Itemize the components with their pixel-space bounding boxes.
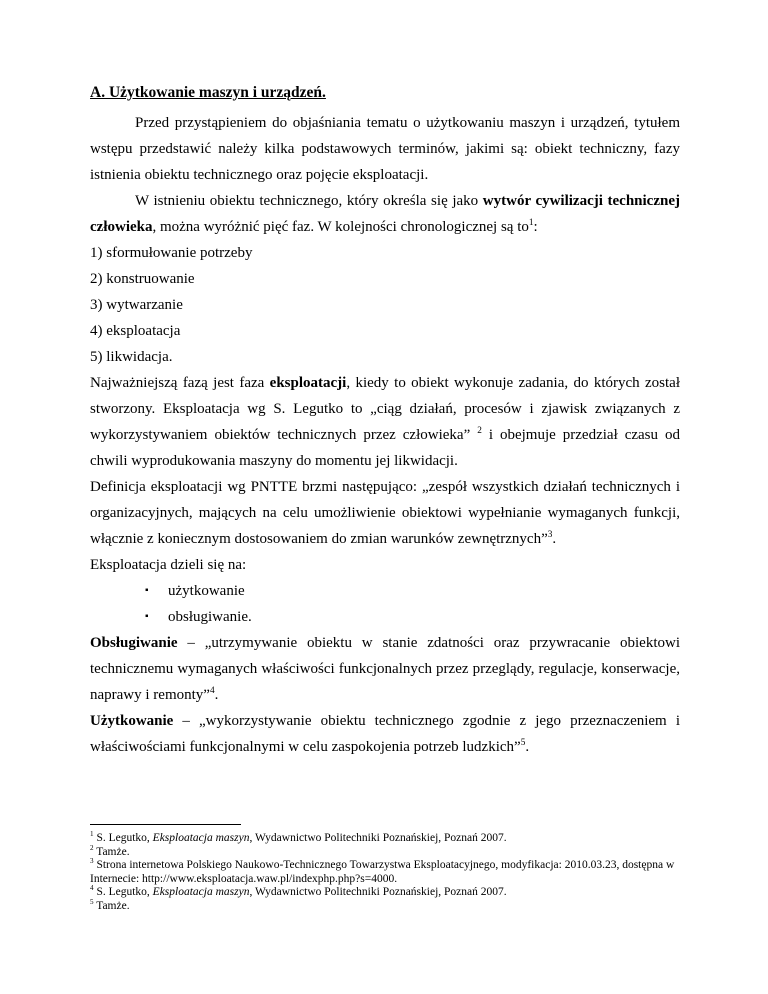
- text-run: 1) sformułowanie potrzeby: [90, 245, 253, 261]
- superscript-ref: 5: [90, 898, 94, 907]
- bullet-square-icon: ▪: [145, 585, 149, 596]
- text-run: Tamże.: [93, 845, 130, 858]
- text-run: Definicja eksploatacji wg PNTTE brzmi następująco: „zespół wszystkich działań technicznych i organizacyjnych, mających na celu umożliwienie obiektowi wypełnianie wymaganych funkcji, włącznie z koniecznym dostosowaniem do zmian warunków zewnętrznych”: [90, 479, 680, 547]
- paragraph-definicja-pntte: [90, 474, 680, 552]
- footnote-2: [90, 843, 680, 860]
- footnote-1: [90, 832, 680, 846]
- footnotes-list: [90, 832, 680, 914]
- text-run: 3) wytwarzanie: [90, 297, 183, 313]
- text-run: 5) likwidacja.: [90, 349, 173, 365]
- footnotes-section: [90, 824, 680, 914]
- superscript-ref: 5: [520, 738, 526, 748]
- superscript-ref: 2: [90, 843, 94, 852]
- superscript-ref: 2: [477, 426, 482, 436]
- superscript-ref: 1: [90, 830, 94, 839]
- text-run: .: [525, 739, 530, 755]
- text-run: 2) konstruowanie: [90, 271, 195, 287]
- paragraph-intro: [90, 110, 680, 188]
- list-item-2: [90, 266, 680, 292]
- paragraph-phases: [90, 188, 680, 240]
- footnote-3: [90, 859, 680, 886]
- text-run: W istnieniu obiektu technicznego, który określa się jako: [135, 193, 483, 209]
- text-run: S. Legutko,: [93, 832, 153, 844]
- text-run: Obsługiwanie: [90, 635, 178, 651]
- text-run: S. Legutko,: [93, 886, 153, 899]
- text-run: – „wykorzystywanie obiektu technicznego zgodnie z jego przeznaczeniem i właściwościami funkcjonalnymi w celu zaspokojenia potrzeb ludzkich”: [90, 713, 680, 755]
- text-run: Eksploatacja dzieli się na:: [90, 557, 247, 573]
- superscript-ref: 4: [90, 884, 94, 893]
- text-run: 4) eksploatacja: [90, 323, 181, 339]
- superscript-ref: 4: [209, 686, 215, 696]
- text-run: .: [214, 687, 219, 703]
- paragraph-eksploatacja: [90, 370, 680, 474]
- list-item-3: [90, 292, 680, 318]
- text-run: Eksploatacja maszyn: [152, 832, 250, 844]
- footnote-5: [90, 900, 680, 914]
- text-run: Strona internetowa Polskiego Naukowo-Technicznego Towarzystwa Eksploatacyjnego, modyfikacja: 2010.03.23, dostępna w Internecie: http://www.eksploatacja.waw.pl/indexphp.php?s=4000.: [90, 859, 675, 885]
- text-run: Przed przystąpieniem do objaśniania tematu o użytkowaniu maszyn i urządzeń, tytułem wstępu przedstawić należy kilka podstawowych terminów, jakimi są: obiekt techniczny, fazy istnienia obiektu technicznego oraz pojęcie eksploatacji.: [90, 115, 680, 183]
- text-run: , można wyróżnić pięć faz. W kolejności chronologicznej są to: [152, 219, 529, 235]
- paragraph-podzial: [90, 552, 680, 578]
- text-run: :: [533, 219, 538, 235]
- list-item-5: [90, 344, 680, 370]
- text-run: użytkowanie: [168, 583, 245, 599]
- text-run: , Wydawnictwo Politechniki Poznańskiej, Poznań 2007.: [249, 832, 507, 844]
- text-run: Użytkowanie: [90, 713, 174, 729]
- superscript-ref: 3: [547, 530, 553, 540]
- bullet-item-uzytkowanie: [90, 578, 680, 604]
- text-run: eksploatacji: [269, 375, 347, 391]
- text-run: A. Użytkowanie maszyn i urządzeń.: [90, 84, 326, 101]
- superscript-ref: 3: [90, 857, 94, 866]
- bullet-item-obslugiwanie: [90, 604, 680, 630]
- document-heading: [90, 80, 680, 106]
- list-item-1: [90, 240, 680, 266]
- text-run: Najważniejszą fazą jest faza: [90, 375, 270, 391]
- text-run: obsługiwanie.: [168, 609, 252, 625]
- text-run: wytwór cywilizacji technicznej człowieka: [90, 193, 680, 235]
- superscript-ref: 1: [528, 218, 534, 228]
- text-run: , kiedy to obiekt wykonuje zadania, do których został stworzony. Eksploatacja wg S. Legutko to „ciąg działań, procesów i zjawisk związanych z wykorzystywaniem obiektów technicznych przez człowieka”: [90, 375, 680, 443]
- footnote-separator: [90, 824, 241, 825]
- bullet-square-icon: ▪: [145, 611, 149, 622]
- text-run: .: [552, 531, 557, 547]
- text-run: Tamże.: [93, 899, 130, 912]
- text-run: , Wydawnictwo Politechniki Poznańskiej, Poznań 2007.: [249, 886, 507, 899]
- paragraph-obslugiwanie: [90, 630, 680, 708]
- text-run: Eksploatacja maszyn: [152, 886, 250, 899]
- paragraph-uzytkowanie: [90, 708, 680, 760]
- list-item-4: [90, 318, 680, 344]
- text-run: – „utrzymywanie obiektu w stanie zdatności oraz przywracanie obiektowi technicznemu wymaganych właściwości funkcjonalnych przez przeglądy, regulacje, konserwacje, naprawy i remonty”: [90, 635, 680, 703]
- text-run: i obejmuje przedział czasu od chwili wyprodukowania maszyny do momentu jej likwidacji.: [90, 427, 680, 469]
- document-body: [90, 80, 680, 760]
- footnote-4: [90, 886, 680, 900]
